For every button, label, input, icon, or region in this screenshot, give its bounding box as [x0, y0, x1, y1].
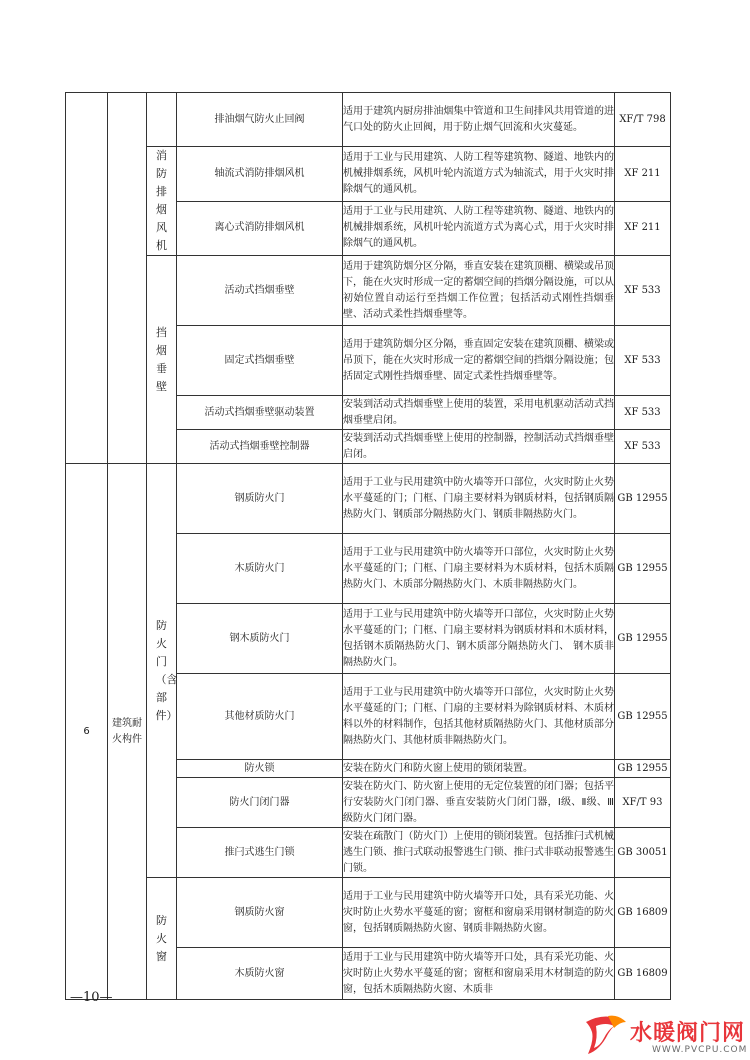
standard-code: GB 12955: [615, 534, 671, 604]
product-description: 适用于工业与民用建筑中防火墙等开口部位，火灾时防止火势水平蔓延的门；门框、门扇主要材料为钢质材料和木质材料，包括钢木质隔热防火门、钢木质部分隔热防火门、 钢木质非隔热防火门。: [343, 604, 615, 674]
product-description: 安装在防火门、防火窗上使用的无定位装置的闭门器；包括平行安装防火门闭门器、垂直安装防火门闭门器，Ⅰ级、Ⅱ级、Ⅲ级防火门闭门器。: [343, 778, 615, 828]
standard-code: GB 12955: [615, 674, 671, 760]
section-category: 建筑耐火构件: [108, 464, 147, 1000]
table-row: [66, 256, 671, 326]
product-name: 离心式消防排烟风机: [177, 201, 343, 256]
product-name: 推闩式逃生门锁: [177, 828, 343, 878]
group-label-text: 防火窗: [156, 913, 167, 963]
product-description: 适用于建筑内厨房排油烟集中管道和卫生间排风共用管道的进气口处的防火止回阀，用于防止烟气回流和火灾蔓延。: [343, 93, 615, 147]
product-name: 木质防火窗: [177, 948, 343, 1000]
product-description: 适用于工业与民用建筑中防火墙等开口处，具有采光功能、火灾时防止火势水平蔓延的窗；窗框和窗扇采用钢材制造的防火窗，包括钢质隔热防火窗、钢质非隔热防火窗。: [343, 878, 615, 948]
group-label: [147, 464, 177, 878]
product-description: 适用于工业与民用建筑中防火墙等开口处，具有采光功能、火灾时防止火势水平蔓延的窗；窗框和窗扇采用木材制造的防火窗，包括木质隔热防火窗、木质非: [343, 948, 615, 1000]
standards-table-body: [66, 93, 671, 1000]
product-description: 适用于建筑防烟分区分隔，垂直固定安装在建筑顶棚、横梁或吊顶下，能在火灾时形成一定的蓄烟空间的挡烟分隔设施；包括固定式刚性挡烟垂壁、固定式柔性挡烟垂壁等。: [343, 326, 615, 396]
section-category: [108, 93, 147, 464]
standard-code: XF/T 93: [615, 778, 671, 828]
product-description: 安装在防火门和防火窗上使用的锁闭装置。: [343, 760, 615, 778]
product-name: 钢质防火窗: [177, 878, 343, 948]
standards-table: [65, 92, 671, 1000]
product-name: 活动式挡烟垂壁驱动装置: [177, 396, 343, 430]
product-description: 适用于建筑防烟分区分隔，垂直安装在建筑顶棚、横梁或吊顶下，能在火灾时形成一定的蓄烟空间的挡烟分隔设施，可以从初始位置自动运行至挡烟工作位置；包括活动式刚性挡烟垂壁、活动式柔性挡烟垂壁等。: [343, 256, 615, 326]
standard-code: GB 12955: [615, 604, 671, 674]
product-description: 适用于工业与民用建筑、人防工程等建筑物、隧道、地铁内的机械排烟系统，风机叶轮内流道方式为离心式，用于火灾时排除烟气的通风机。: [343, 201, 615, 256]
standard-code: XF 211: [615, 147, 671, 202]
group-label-text: 防火门（含部件）: [155, 618, 178, 722]
standard-code: XF 533: [615, 396, 671, 430]
product-name: 木质防火门: [177, 534, 343, 604]
product-description: 适用于工业与民用建筑中防火墙等开口部位，火灾时防止火势水平蔓延的门；门框、门扇的主要材料为除钢质材料、木质材料以外的材料制作，包括其他材质隔热防火门、其他材质部分隔热防火门、其他材质非隔热防火门。: [343, 674, 615, 760]
standard-code: XF 211: [615, 201, 671, 256]
product-name: 排油烟气防火止回阀: [177, 93, 343, 147]
product-name: 固定式挡烟垂壁: [177, 326, 343, 396]
product-name: 活动式挡烟垂壁: [177, 256, 343, 326]
page-number: —10—: [70, 990, 113, 1005]
group-label-text: 挡烟垂壁: [156, 325, 167, 393]
product-description: 适用于工业与民用建筑、人防工程等建筑物、隧道、地铁内的机械排烟系统，风机叶轮内流道方式为轴流式，用于火灾时排除烟气的通风机。: [343, 147, 615, 202]
product-name: 其他材质防火门: [177, 674, 343, 760]
table-row: [66, 147, 671, 202]
product-description: 安装到活动式挡烟垂壁上使用的装置，采用电机驱动活动式挡烟垂壁启闭。: [343, 396, 615, 430]
group-label: [147, 93, 177, 147]
standard-code: GB 16809: [615, 948, 671, 1000]
product-description: 安装到活动式挡烟垂壁上使用的控制器，控制活动式挡烟垂壁启闭。: [343, 430, 615, 464]
standard-code: GB 12955: [615, 464, 671, 534]
standard-code: XF 533: [615, 256, 671, 326]
section-index: 6: [66, 464, 108, 1000]
standard-code: GB 30051: [615, 828, 671, 878]
group-label: [147, 256, 177, 464]
product-name: 钢质防火门: [177, 464, 343, 534]
standard-code: XF 533: [615, 326, 671, 396]
group-label: [147, 878, 177, 1000]
product-description: 适用于工业与民用建筑中防火墙等开口部位，火灾时防止火势水平蔓延的门；门框、门扇主要材料为钢质材料，包括钢质隔热防火门、钢质部分隔热防火门、钢质非隔热防火门。: [343, 464, 615, 534]
table-row: [66, 878, 671, 948]
standard-code: GB 12955: [615, 760, 671, 778]
watermark-url: WWW.PVCPU.COM: [652, 1045, 748, 1055]
group-label-text: 消防排烟风机: [156, 149, 167, 252]
standard-code: XF 533: [615, 430, 671, 464]
product-name: 活动式挡烟垂壁控制器: [177, 430, 343, 464]
standard-code: GB 16809: [615, 878, 671, 948]
watermark: [578, 1010, 750, 1060]
product-name: 轴流式消防排烟风机: [177, 147, 343, 202]
product-name: 防火锁: [177, 760, 343, 778]
standard-code: XF/T 798: [615, 93, 671, 147]
watermark-title: 水暖阀门网: [630, 1021, 746, 1046]
group-label: [147, 147, 177, 256]
product-description: 安装在疏散门（防火门）上使用的锁闭装置。包括推闩式机械逃生门锁、推闩式联动报警逃生门锁、推闩式非联动报警逃生门锁。: [343, 828, 615, 878]
section-index: [66, 93, 108, 464]
product-name: 钢木质防火门: [177, 604, 343, 674]
table-row: [66, 464, 671, 534]
table-row: [66, 93, 671, 147]
pv-logo-icon: [578, 1010, 630, 1060]
product-name: 防火门闭门器: [177, 778, 343, 828]
product-description: 适用于工业与民用建筑中防火墙等开口部位，火灾时防止火势水平蔓延的门；门框、门扇主要材料为木质材料，包括木质隔热防火门、木质部分隔热防火门、木质非隔热防火门。: [343, 534, 615, 604]
